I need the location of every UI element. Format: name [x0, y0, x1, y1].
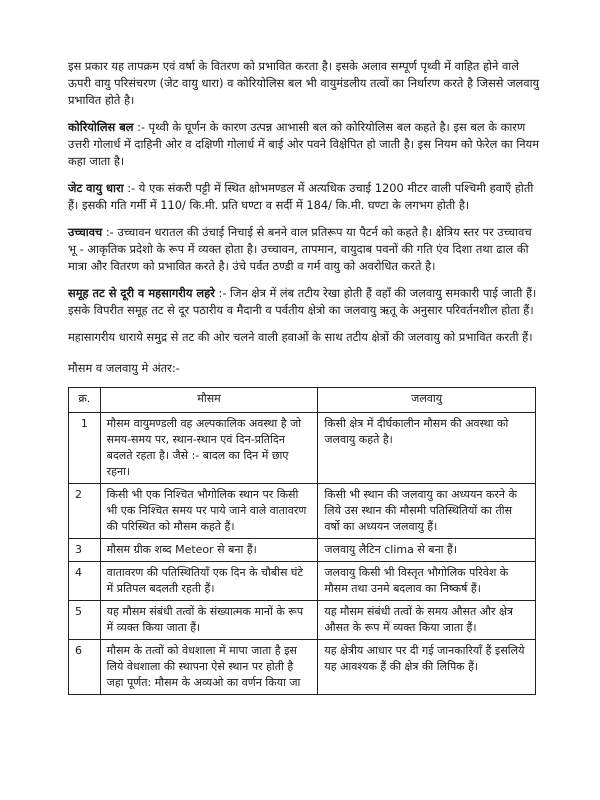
coriolis-paragraph — [68, 119, 540, 170]
climate-cell: किसी भी स्थान की जलवायु का अध्ययन करने के लिये उस स्थान की मौसमी पतिस्थितियों का तीस वर्षो का अध्ययन जलवायु हैं। — [318, 484, 536, 539]
table-row — [69, 539, 536, 562]
weather-cell: मौसम ग्रीक शब्द Meteor से बना हैं। — [100, 539, 318, 562]
row-number: 3 — [69, 539, 101, 562]
jet-stream-text: :- ये एक संकरी पट्टी में स्थित क्षोभमण्डल में अत्यधिक उचाई 1200 मीटर वाली पश्चिमी हवाएँ होती हैं। इसकी गति गर्मी में 110/ कि.मी. प्रति घण्टा व सर्दी में 184/ कि.मी. घण्टा के लगभग होती है। — [68, 181, 534, 212]
jet-stream-paragraph — [68, 180, 540, 214]
coast-distance-paragraph — [68, 285, 540, 319]
row-number: 4 — [69, 562, 101, 601]
climate-cell: जलवायु किसी भी विस्तृत भौगोलिक परिवेश के मौसम तथा उनमे बदलाव का निष्कर्ष हैं। — [318, 562, 536, 601]
coriolis-term: कोरियोलिस बल — [68, 120, 134, 134]
coast-distance-text: :- जिन क्षेत्र में लंब तटीय रेखा होती हैं वहाँ की जलवायु समकारी पाई जाती हैं। इसके विपरीत समूह तट से दूर पठारीय व मैदानी व पर्वतीय क्षेत्रो का जलवायु ऋतू के अनुसार परिवर्तनशील होता हैं। — [68, 286, 537, 317]
table-heading: मौसम व जलवायु मे अंतर:- — [68, 361, 180, 375]
header-serial: क्र. — [69, 388, 101, 413]
weather-climate-table — [68, 387, 536, 695]
table-row — [69, 562, 536, 601]
ocean-currents-paragraph: महासागरीय धाराये समुद्र से तट की ओर चलने वाली हवाओं के साथ तटीय क्षेत्रों की जलवायु को प्रभावित करती हैं। — [68, 330, 533, 344]
climate-cell: यह मौसम संबंधी तत्वों के समय औसत और क्षेत्र औसत के रूप में व्यक्त किया जाता हैं। — [318, 601, 536, 640]
header-climate: जलवायु — [318, 388, 536, 413]
relief-paragraph — [68, 224, 540, 275]
row-number: 5 — [69, 601, 101, 640]
weather-cell: किसी भी एक निश्चित भौगोलिक स्थान पर किसी भी एक निश्चित समय पर पाये जाने वाले वातावरण की परिस्थित को मौसम कहते हैं। — [100, 484, 318, 539]
climate-cell: यह क्षेत्रीय आधार पर दी गई जानकारियाँ हैं इसलिये यह आवश्यक हैं की क्षेत्र की लिपिक हैं। — [318, 640, 536, 695]
table-row — [69, 484, 536, 539]
weather-cell: वातावरण की पतिस्थितियाँ एक दिन के चौबीस घंटे में प्रतिपल बदलती रहती हैं। — [100, 562, 318, 601]
climate-cell: जलवायु लैटिन clima से बना हैं। — [318, 539, 536, 562]
weather-cell: मौसम के तत्वों को वेधशाला में मापा जाता है इस लिये वेधशाला की स्थापना ऐसे स्थान पर होती है जहा पूर्णत: मौसम के अव्यओ का वर्णन किया जा — [100, 640, 318, 695]
weather-cell: मौसम वायुमण्डली वह अल्पकालिक अवस्था है जो समय-समय पर, स्थान-स्थान एवं दिन-प्रतिदिन बदलते रहता है। जैसे :- बादल का दिन में छाए रहना। — [100, 413, 318, 484]
table-header-row — [69, 388, 536, 413]
jet-stream-term: जेट वायु धारा — [68, 181, 124, 195]
relief-term: उच्चावच — [68, 225, 103, 239]
intro-paragraph: इस प्रकार यह तापक्रम एवं वर्षा के वितरण को प्रभावित करता है। इसके अलाव सम्पूर्ण पृथ्वी में वाहित होने वाले ऊपरी वायु परिसंचरण (जेट वायु धारा) व कोरियोलिस बल भी वायुमंडलीय तत्वों का निर्धारण करते है जिससे जलवायु प्रभावित होते है। — [68, 59, 540, 107]
table-row — [69, 413, 536, 484]
climate-cell: किसी क्षेत्र में दीर्घकालीन मौसम की अवस्था को जलवायु कहते है। — [318, 413, 536, 484]
row-number: 1 — [69, 413, 101, 484]
header-weather: मौसम — [100, 388, 318, 413]
row-number: 6 — [69, 640, 101, 695]
coriolis-text: :- पृथ्वी के घूर्णन के कारण उत्पन्न आभासी बल को कोरियोलिस बल कहते है। इस बल के कारण उत्तरी गोलार्ध में दाहिनी ओर व दक्षिणी गोलार्ध में बाई ओर पवने विक्षेपित हो जाती है। इस नियम को फेरेल का नियम कहा जाता है। — [68, 120, 540, 168]
coast-distance-term: समूह तट से दूरी व महसागरीय लहरे — [68, 286, 215, 300]
table-row — [69, 601, 536, 640]
row-number: 2 — [69, 484, 101, 539]
weather-cell: यह मौसम संबंधी तत्वों के संख्यात्मक मानों के रूप में व्यक्त किया जाता हैं। — [100, 601, 318, 640]
relief-text: :- उच्चावन धरातल की उंचाई निचाई से बनने वाल प्रतिरूप या पैटर्न को कहते है। क्षेत्रिय स्तर पर उच्चावच भू - आकृतिक प्रदेशो के रूप में व्यक्त होता है। उच्चावन, तापमान, वायुदाब पवनों की गति एंव दिशा तथा ढाल की मात्रा और वितरण को प्रभावित करते है। उंचे पर्वत ठण्डी व गर्म वायु को अवरोधित करते है। — [68, 225, 532, 273]
table-row — [69, 640, 536, 695]
